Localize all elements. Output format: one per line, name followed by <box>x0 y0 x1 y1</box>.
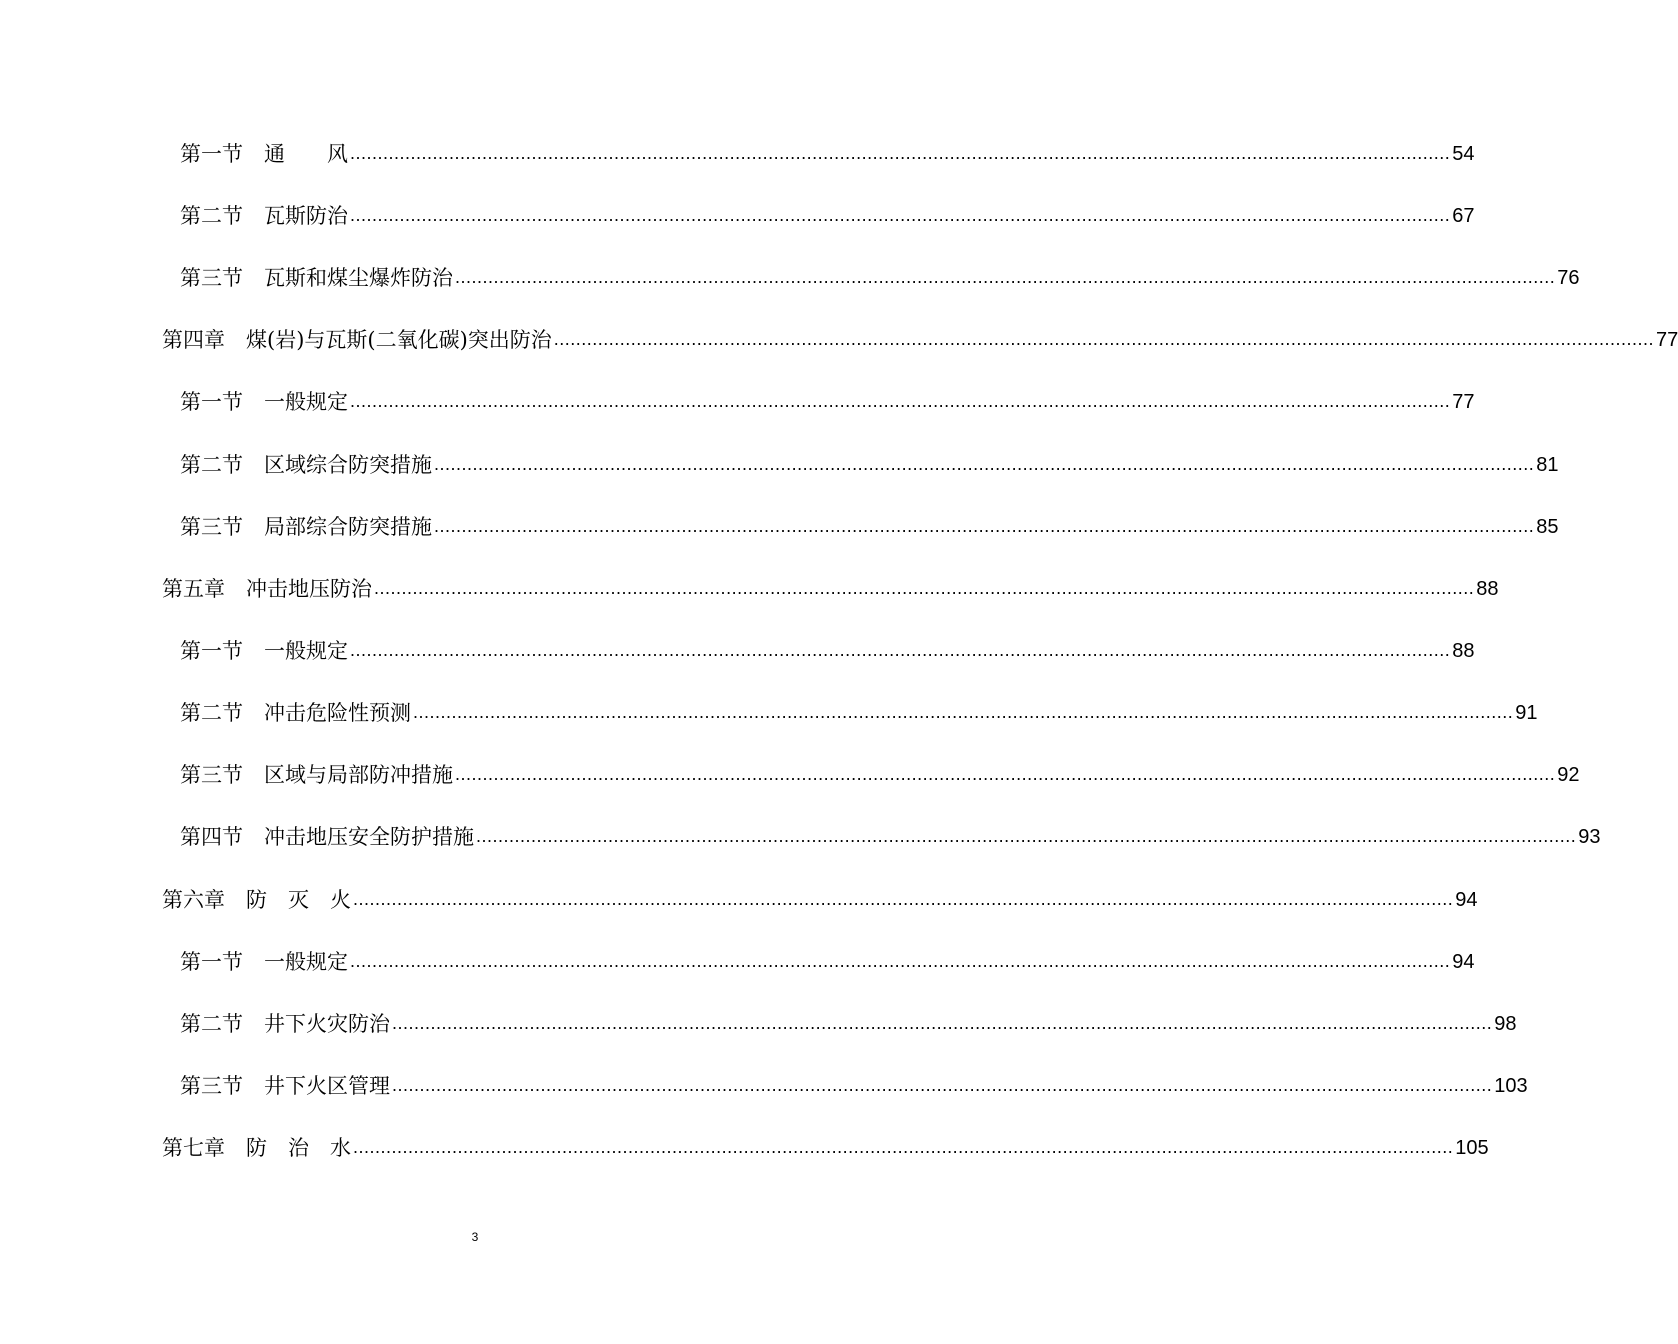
toc-entry-heading: 一般规定 <box>264 950 348 974</box>
toc-entry[interactable] <box>180 691 1538 725</box>
toc-page-number: 77 <box>1452 391 1475 413</box>
toc-page-number: 91 <box>1515 702 1538 724</box>
toc-entry[interactable] <box>180 380 1475 414</box>
toc-entry[interactable] <box>162 318 1678 352</box>
toc-dot-leader: ........................................................................................................................................................................................................ <box>455 267 1556 287</box>
toc-dot-leader: ........................................................................................................................................................................................................ <box>392 1013 1493 1033</box>
toc-entry[interactable] <box>180 1002 1517 1036</box>
toc-entry-label: 第四节 <box>180 825 243 849</box>
toc-entry-title <box>162 328 552 352</box>
toc-dot-leader: ........................................................................................................................................................................................................ <box>353 1137 1454 1157</box>
toc-entry[interactable] <box>180 753 1580 787</box>
toc-dot-leader: ........................................................................................................................................................................................................ <box>350 391 1451 411</box>
toc-page-number: 81 <box>1536 454 1559 476</box>
toc-entry-heading: 一般规定 <box>264 639 348 663</box>
toc-entry-label: 第七章 <box>162 1136 225 1160</box>
toc-entry-label: 第一节 <box>180 390 243 414</box>
toc-entry-label: 第五章 <box>162 577 225 601</box>
page-number: 3 <box>471 1230 479 1244</box>
toc-dot-leader: ........................................................................................................................................................................................................ <box>476 826 1577 846</box>
toc-entry[interactable] <box>180 194 1475 228</box>
toc-entry-heading: 冲击地压安全防护措施 <box>264 825 474 849</box>
toc-page-number: 92 <box>1557 764 1580 786</box>
toc-entry[interactable] <box>180 132 1475 166</box>
toc-entry-label: 第三节 <box>180 763 243 787</box>
toc-dot-leader: ........................................................................................................................................................................................................ <box>553 329 1654 349</box>
toc-entry-title <box>162 888 351 912</box>
toc-entry-heading: 区域与局部防冲措施 <box>264 763 453 787</box>
toc-entry-heading: 冲击危险性预测 <box>264 701 411 725</box>
toc-dot-leader: ........................................................................................................................................................................................................ <box>413 702 1514 722</box>
toc-page-number: 93 <box>1578 826 1601 848</box>
toc-entry-title <box>180 453 432 477</box>
toc-page-number: 67 <box>1452 205 1475 227</box>
toc-entry-title <box>180 1074 390 1098</box>
toc-entry[interactable] <box>180 256 1580 290</box>
toc-entry-label: 第一节 <box>180 639 243 663</box>
toc-page-number: 77 <box>1655 329 1678 351</box>
toc-entry-heading: 防 治 水 <box>246 1136 351 1160</box>
toc-dot-leader: ........................................................................................................................................................................................................ <box>350 951 1451 971</box>
toc-entry-heading: 一般规定 <box>264 390 348 414</box>
toc-dot-leader: ........................................................................................................................................................................................................ <box>350 205 1451 225</box>
toc-page-number: 105 <box>1455 1137 1489 1159</box>
toc-dot-leader: ........................................................................................................................................................................................................ <box>374 578 1475 598</box>
toc-page-number: 94 <box>1452 951 1475 973</box>
toc-entry-heading: 通 风 <box>264 142 348 166</box>
toc-entry-label: 第三节 <box>180 266 243 290</box>
toc-dot-leader: ........................................................................................................................................................................................................ <box>392 1075 1493 1095</box>
toc-entry[interactable] <box>180 940 1475 974</box>
toc-dot-leader: ........................................................................................................................................................................................................ <box>434 454 1535 474</box>
toc-entry-heading: 井下火区管理 <box>264 1074 390 1098</box>
toc-entry-heading: 冲击地压防治 <box>246 577 372 601</box>
toc-entry-title <box>180 639 348 663</box>
toc-entry-heading: 瓦斯防治 <box>264 204 348 228</box>
toc-entry[interactable] <box>162 567 1499 601</box>
toc-dot-leader: ........................................................................................................................................................................................................ <box>455 764 1556 784</box>
toc-entry-title <box>180 1012 390 1036</box>
toc-entry-title <box>180 142 348 166</box>
toc-entry[interactable] <box>162 878 1478 912</box>
toc-page-number: 88 <box>1452 640 1475 662</box>
toc-dot-leader: ........................................................................................................................................................................................................ <box>350 143 1451 163</box>
toc-entry-title <box>180 701 411 725</box>
toc-entry-label: 第一节 <box>180 142 243 166</box>
toc-entry-title <box>180 825 474 849</box>
toc-page-number: 54 <box>1452 143 1475 165</box>
toc-entry-title <box>180 266 453 290</box>
toc-entry-label: 第六章 <box>162 888 225 912</box>
toc-entry-label: 第三节 <box>180 1074 243 1098</box>
toc-entry-label: 第三节 <box>180 515 243 539</box>
toc-entry-heading: 防 灭 火 <box>246 888 351 912</box>
toc-entry-heading: 井下火灾防治 <box>264 1012 390 1036</box>
toc-page-number: 88 <box>1476 578 1499 600</box>
toc-entry-heading: 瓦斯和煤尘爆炸防治 <box>264 266 453 290</box>
toc-entry-label: 第二节 <box>180 1012 243 1036</box>
toc-page-number: 103 <box>1494 1075 1528 1097</box>
toc-page-number: 94 <box>1455 889 1478 911</box>
toc-entry-label: 第二节 <box>180 701 243 725</box>
toc-entry-title <box>162 577 372 601</box>
toc-page-number: 76 <box>1557 267 1580 289</box>
toc-entry-title <box>180 515 432 539</box>
toc-entry-heading: 局部综合防突措施 <box>264 515 432 539</box>
toc-entry-title <box>180 390 348 414</box>
toc-entry-label: 第二节 <box>180 204 243 228</box>
toc-page-number: 98 <box>1494 1013 1517 1035</box>
toc-entry-title <box>180 763 453 787</box>
toc-dot-leader: ........................................................................................................................................................................................................ <box>434 516 1535 536</box>
toc-entry-label: 第一节 <box>180 950 243 974</box>
toc-entry-title <box>180 950 348 974</box>
toc-entry-label: 第四章 <box>162 328 225 352</box>
toc-entry-title <box>162 1136 351 1160</box>
toc-page-number: 85 <box>1536 516 1559 538</box>
toc-entry-label: 第二节 <box>180 453 243 477</box>
toc-entry[interactable] <box>180 1064 1528 1098</box>
toc-entry[interactable] <box>180 815 1601 849</box>
toc-entry-heading: 区域综合防突措施 <box>264 453 432 477</box>
toc-entry[interactable] <box>180 443 1559 477</box>
toc-entry-heading: 煤(岩)与瓦斯(二氧化碳)突出防治 <box>246 328 552 352</box>
toc-entry[interactable] <box>162 1126 1489 1160</box>
toc-entry-title <box>180 204 348 228</box>
toc-entry[interactable] <box>180 629 1475 663</box>
toc-entry[interactable] <box>180 505 1559 539</box>
toc-dot-leader: ........................................................................................................................................................................................................ <box>350 640 1451 660</box>
toc-dot-leader: ........................................................................................................................................................................................................ <box>353 889 1454 909</box>
